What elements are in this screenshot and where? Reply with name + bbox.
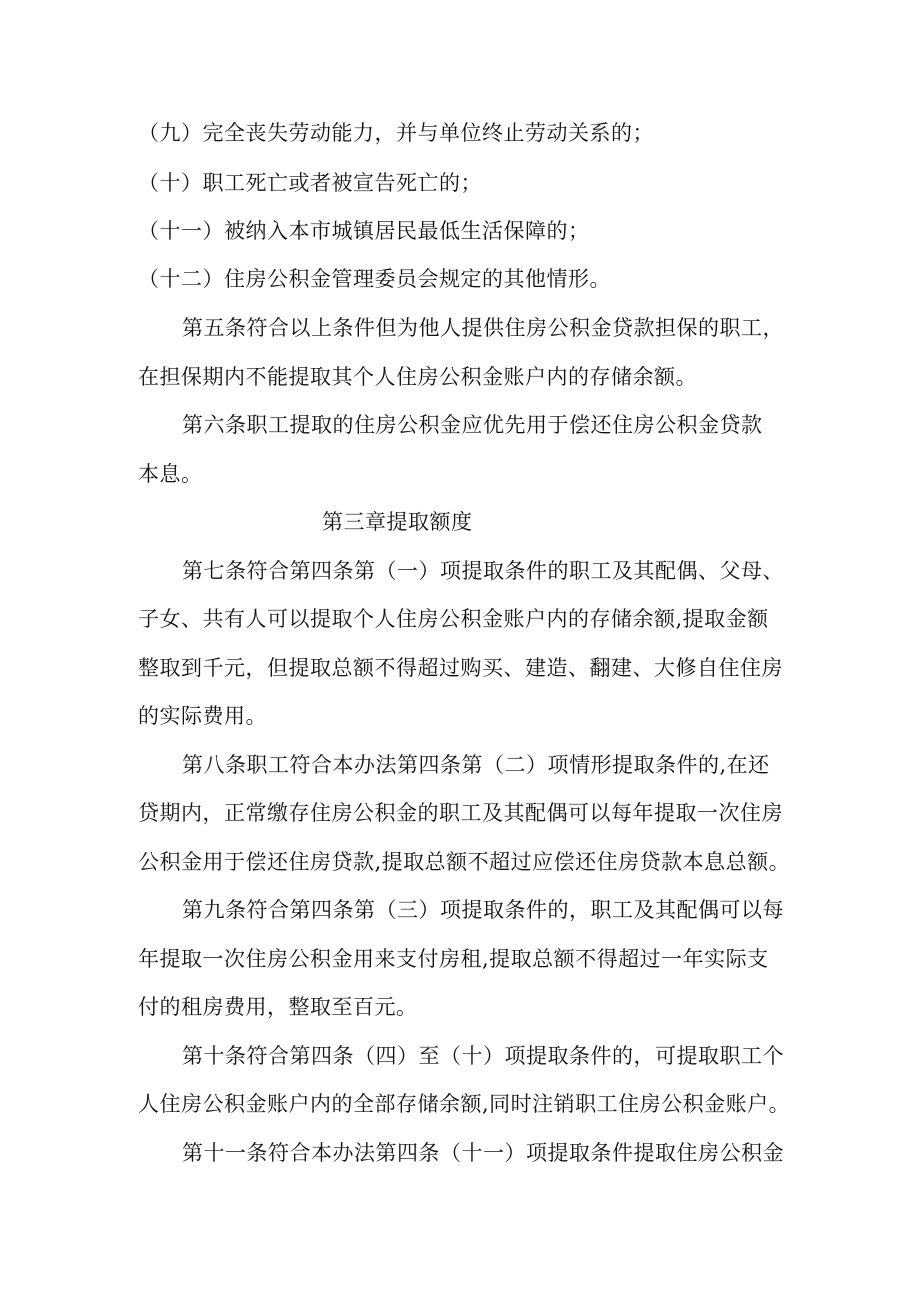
list-item: （十）职工死亡或者被宣告死亡的； bbox=[138, 171, 482, 195]
article-7-line-3: 整取到千元，但提取总额不得超过购买、建造、翻建、大修自住住房 bbox=[138, 656, 783, 680]
article-7-line-4: 的实际费用。 bbox=[138, 704, 267, 728]
list-item: （十一）被纳入本市城镇居民最低生活保障的； bbox=[138, 219, 590, 243]
list-item: （十二）住房公积金管理委员会规定的其他情形。 bbox=[138, 267, 611, 291]
article-7-line-1: 第七条符合第四条第（一）项提取条件的职工及其配偶、父母、 bbox=[182, 559, 784, 583]
article-8-line-2: 贷期内，正常缴存住房公积金的职工及其配偶可以每年提取一次住房 bbox=[138, 801, 783, 825]
article-9-line-1: 第九条符合第四条第（三）项提取条件的，职工及其配偶可以每 bbox=[182, 898, 784, 922]
article-7-line-2: 子女、共有人可以提取个人住房公积金账户内的存储余额,提取金额 bbox=[138, 607, 769, 631]
list-item: （九）完全丧失劳动能力，并与单位终止劳动关系的； bbox=[138, 121, 654, 145]
article-10-line-1: 第十条符合第四条（四）至（十）项提取条件的，可提取职工个 bbox=[182, 1044, 784, 1068]
article-9-line-3: 付的租房费用，整取至百元。 bbox=[138, 995, 418, 1019]
article-9-line-2: 年提取一次住房公积金用来支付房租,提取总额不得超过一年实际支 bbox=[138, 947, 769, 971]
article-6-line-2: 本息。 bbox=[138, 462, 203, 486]
chapter-title: 第三章提取额度 bbox=[322, 510, 473, 534]
article-5-line-2: 在担保期内不能提取其个人住房公积金账户内的存储余额。 bbox=[138, 365, 697, 389]
article-5-line-1: 第五条符合以上条件但为他人提供住房公积金贷款担保的职工， bbox=[182, 316, 784, 340]
article-8-line-1: 第八条职工符合本办法第四条第（二）项情形提取条件的,在还 bbox=[182, 753, 770, 777]
article-6-line-1: 第六条职工提取的住房公积金应优先用于偿还住房公积金贷款 bbox=[182, 413, 763, 437]
article-8-line-3: 公积金用于偿还住房贷款,提取总额不超过应偿还住房贷款本息总额。 bbox=[138, 850, 791, 874]
article-10-line-2: 人住房公积金账户内的全部存储余额,同时注销职工住房公积金账户。 bbox=[138, 1092, 791, 1116]
article-11-line-1: 第十一条符合本办法第四条（十一）项提取条件提取住房公积金 bbox=[182, 1141, 784, 1165]
